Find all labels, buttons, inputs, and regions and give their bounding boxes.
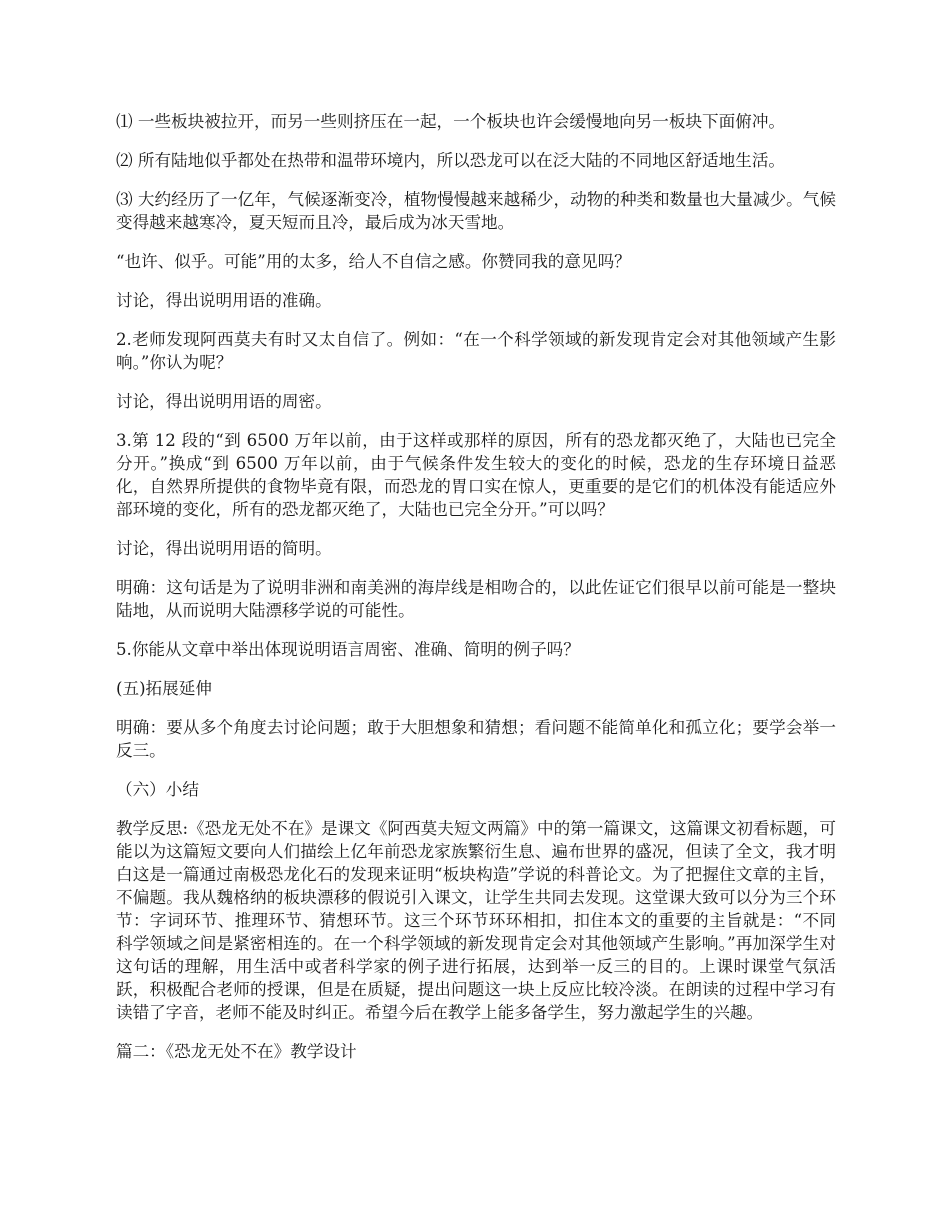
paragraph-discussion-accuracy: 讨论，得出说明用语的准确。: [116, 291, 332, 310]
paragraph-confidence-question: “也许、似乎。可能”用的太多，给人不自信之感。你赞同我的意见吗？: [116, 252, 631, 271]
paragraph-plate-movement: ⑴ 一些板块被拉开，而另一些则挤压在一起，一个板块也许会缓慢地向另一板块下面俯冲。: [116, 112, 786, 131]
paragraph-climate-cooling: ⑶ 大约经历了一亿年，气候逐渐变冷，植物慢慢越来越稀少，动物的种类和数量也大量减少。气候变得越来越寒冷，夏天短而且冷，最后成为冰天雪地。: [116, 190, 836, 232]
paragraph-question-5: 5.你能从文章中举出体现说明语言周密、准确、简明的例子吗？: [116, 640, 580, 659]
paragraph-teaching-reflection: 教学反思:《恐龙无处不在》是课文《阿西莫夫短文两篇》中的第一篇课文，这篇课文初看标题，可能以为这篇短文要向人们描绘上亿年前恐龙家族繁衍生息、遍布世界的盛况，但读了全文，我才明白这是一篇通过南极恐龙化石的发现来证明“板块构造”学说的科普论文。为了把握住文章的主旨，不偏题。我从魏格纳的板块漂移的假说引入课文，让学生共同去发现。这堂课大致可以分为三个环节：字词环节、推理环节、猜想环节。这三个环节环环相扣，扣住本文的重要的主旨就是：“不同科学领域之间是紧密相连的。在一个科学领域的新发现肯定会对其他领域产生影响。”再加深学生对这句话的理解，用生活中或者科学家的例子进行拓展，达到举一反三的目的。上课时课堂气氛活跃，积极配合老师的授课，但是在质疑，提出问题这一块上反应比较冷淡。在朗读的过程中学习有读错了字音，老师不能及时纠正。希望今后在教学上能多备学生，努力激起学生的兴趣。: [116, 819, 836, 1022]
document-page: [116, 110, 836, 1079]
paragraph-question-3: 3.第 12 段的“到 6500 万年以前，由于这样或那样的原因，所有的恐龙都灭绝了，大陆也已完全分开。”换成“到 6500 万年以前，由于气候条件发生较大的变化的时候，恐龙的生存环境日益恶化，自然界所提供的食物毕竟有限，而恐龙的胃口实在惊人，更重要的是它们的机体没有能适应外部环境的变化，所有的恐龙都灭绝了，大陆也已完全分开。”可以吗？: [116, 431, 836, 519]
paragraph-clarification-coastline: 明确：这句话是为了说明非洲和南美洲的海岸线是相吻合的，以此佐证它们很早以前可能是一整块陆地，从而说明大陆漂移学说的可能性。: [116, 578, 836, 620]
paragraph-question-2: 2.老师发现阿西莫夫有时又太自信了。例如：“在一个科学领域的新发现肯定会对其他领域产生影响。”你认为呢？: [116, 330, 836, 372]
paragraph-tropical-climate: ⑵ 所有陆地似乎都处在热带和温带环境内，所以恐龙可以在泛大陆的不同地区舒适地生活。: [116, 151, 786, 170]
paragraph-discussion-rigor: 讨论，得出说明用语的周密。: [116, 392, 332, 411]
section-heading-part-two: 篇二：《恐龙无处不在》教学设计: [116, 1042, 357, 1061]
paragraph-discussion-concise: 讨论，得出说明用语的简明。: [116, 539, 332, 558]
paragraph-clarification-thinking: 明确：要从多个角度去讨论问题；敢于大胆想象和猜想；看问题不能简单化和孤立化；要学会举一反三。: [116, 718, 836, 760]
section-heading-extension: (五)拓展延伸: [116, 679, 212, 698]
section-heading-summary: （六）小结: [116, 780, 199, 799]
